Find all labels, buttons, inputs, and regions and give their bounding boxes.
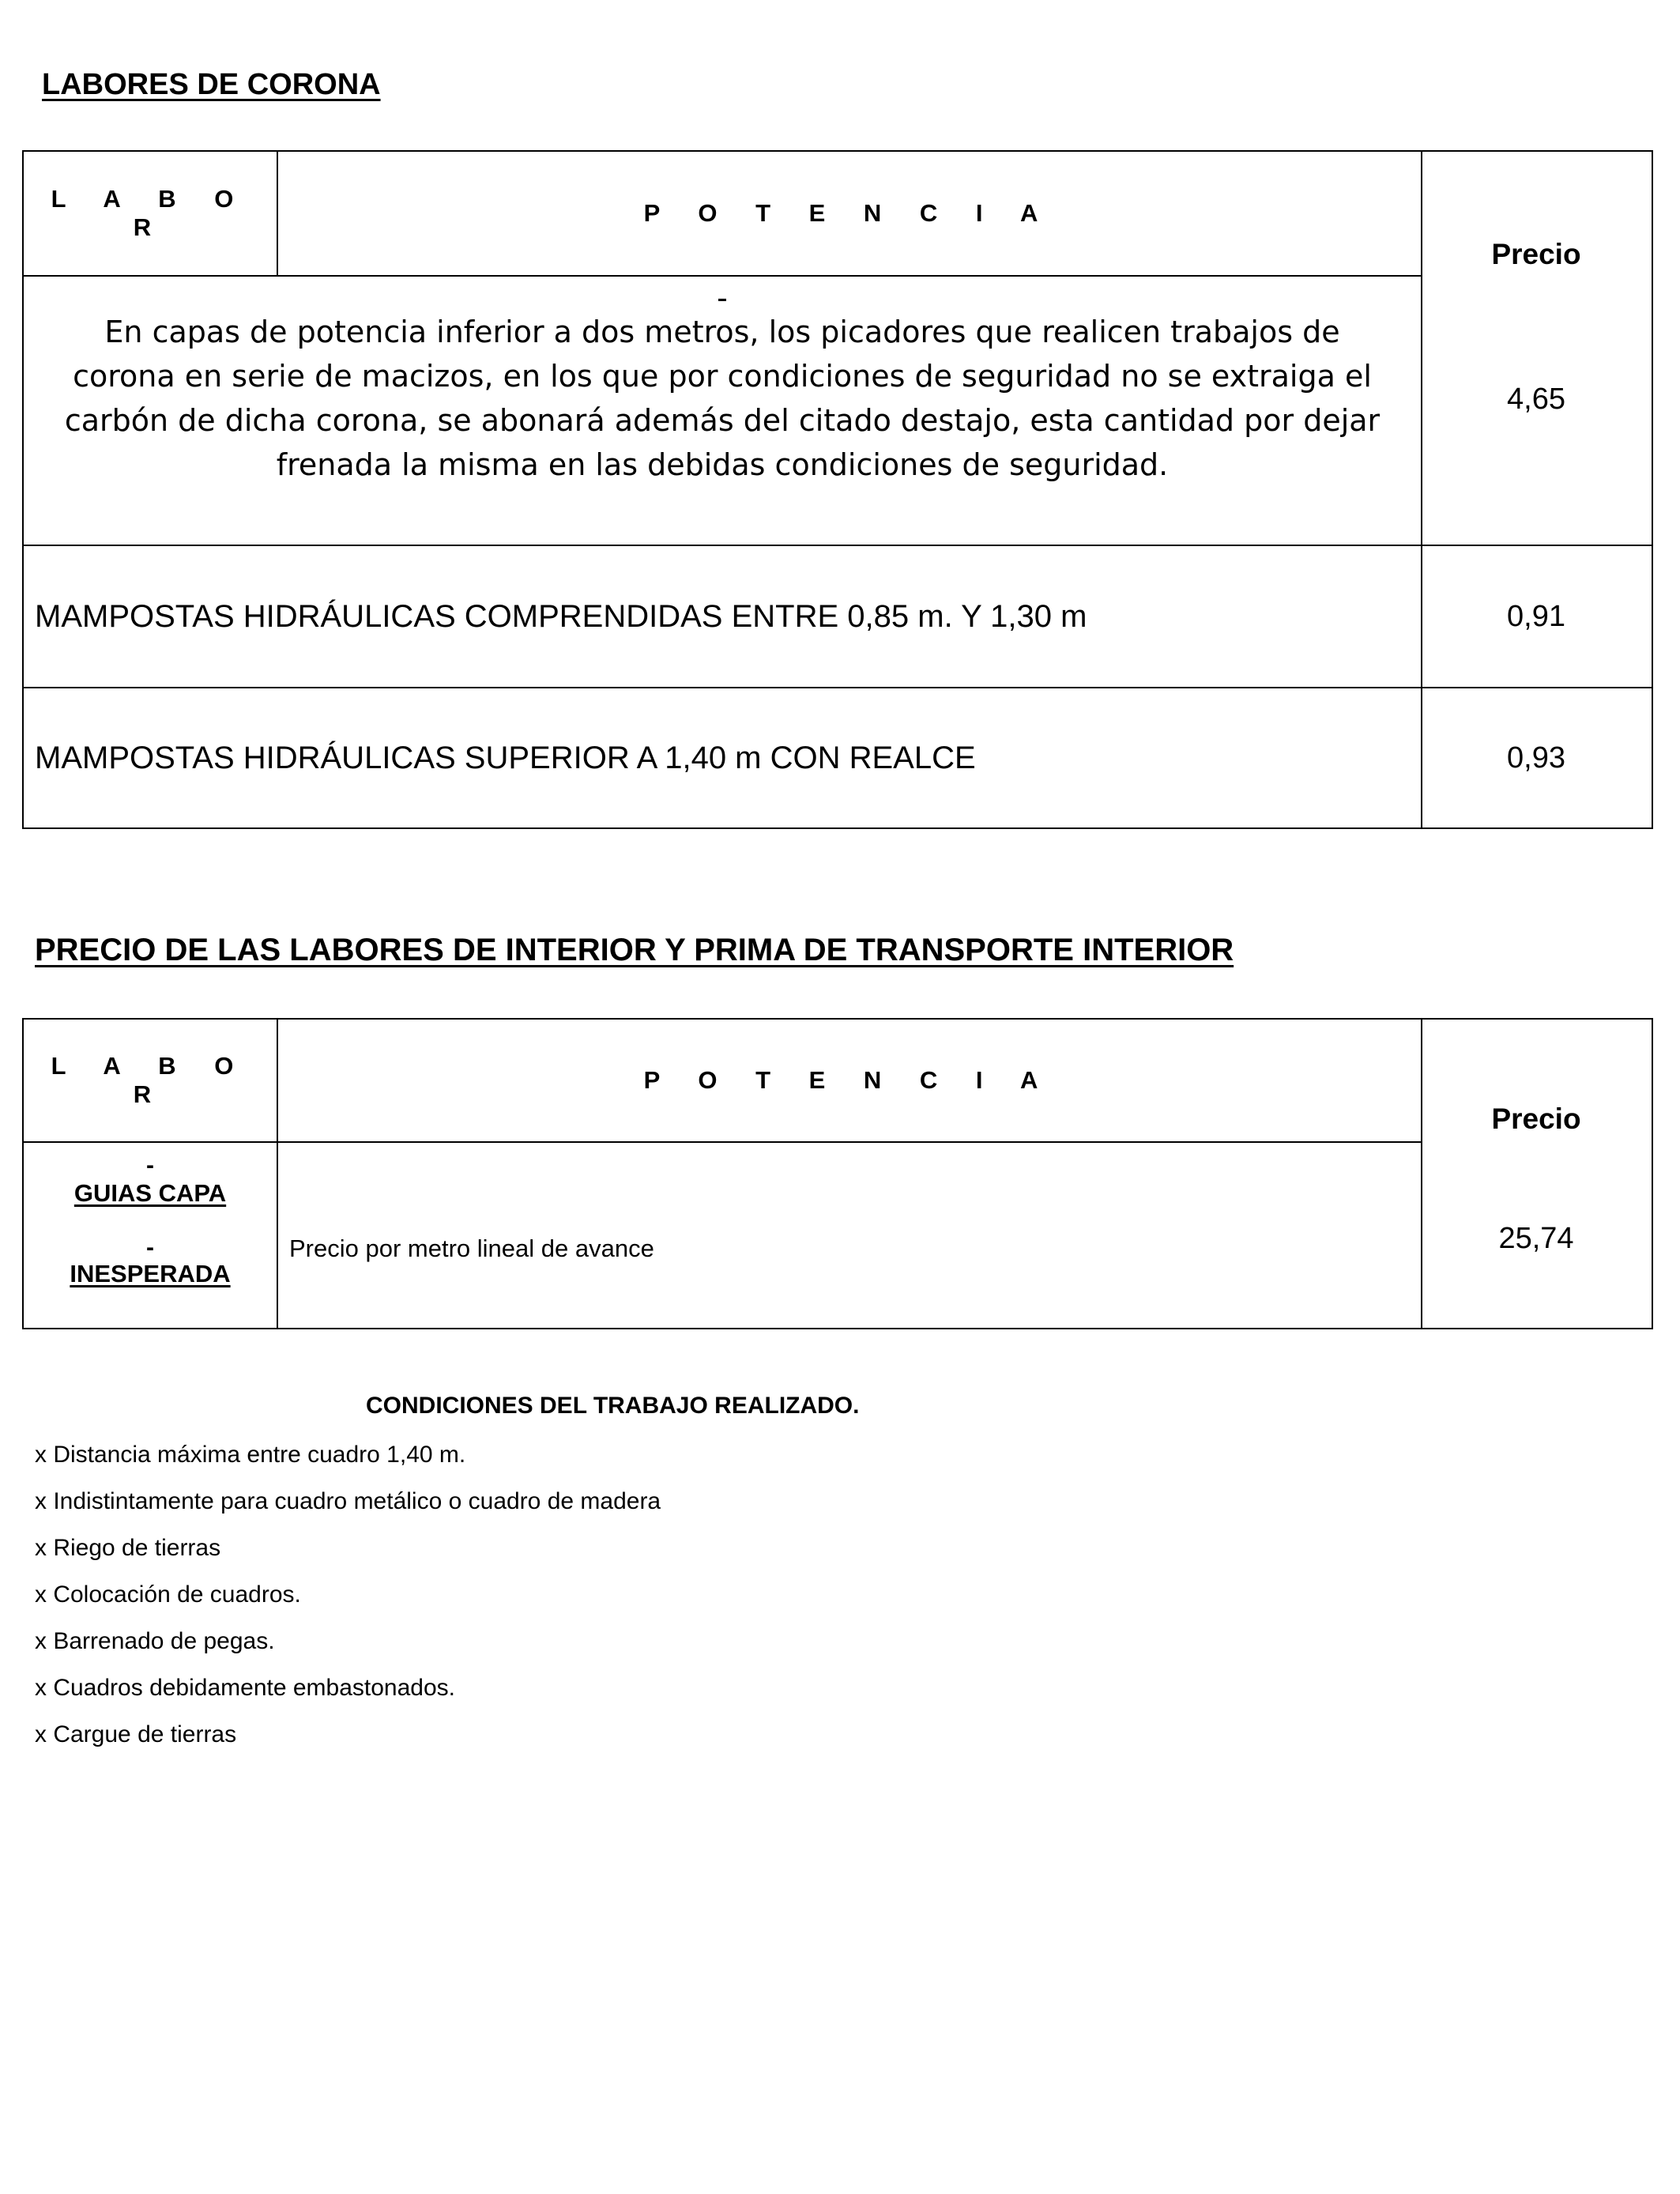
row-price: 0,93	[1507, 741, 1565, 775]
row-dash: -	[717, 281, 728, 315]
section-title-labores-interior: PRECIO DE LAS LABORES DE INTERIOR Y PRIMA DE TRANSPORTE INTERIOR	[35, 933, 1234, 967]
conditions-list	[35, 1438, 661, 1765]
list-item: x Barrenado de pegas.	[35, 1628, 275, 1654]
row-labor	[24, 1143, 277, 1328]
list-item: x Riego de tierras	[35, 1535, 221, 1561]
table-labores-interior	[22, 1018, 1653, 1329]
labor-dash: -	[146, 1152, 154, 1178]
table-row	[24, 278, 1421, 545]
row-price: 4,65	[1507, 382, 1565, 416]
row-price: 25,74	[1498, 1221, 1574, 1255]
header-precio: Precio	[1491, 1103, 1581, 1135]
conditions-title: CONDICIONES DEL TRABAJO REALIZADO.	[366, 1393, 860, 1419]
labor-line: INESPERADA	[70, 1260, 231, 1287]
list-item: x Cuadros debidamente embastonados.	[35, 1675, 456, 1701]
header-precio: Precio	[1491, 238, 1581, 270]
list-item: x Colocación de cuadros.	[35, 1581, 301, 1608]
row-description: MAMPOSTAS HIDRÁULICAS SUPERIOR A 1,40 m CON REALCE	[35, 740, 976, 775]
list-item: x Cargue de tierras	[35, 1721, 237, 1747]
list-item: x Distancia máxima entre cuadro 1,40 m.	[35, 1442, 466, 1468]
row-description: MAMPOSTAS HIDRÁULICAS COMPRENDIDAS ENTRE 0,85 m. Y 1,30 m	[35, 598, 1087, 634]
header-potencia: P O T E N C I A	[643, 199, 1054, 227]
table-labores-corona	[22, 150, 1653, 829]
row-potencia: Precio por metro lineal de avance	[289, 1235, 654, 1262]
labor-dash: -	[146, 1235, 154, 1261]
list-item: x Indistintamente para cuadro metálico o cuadro de madera	[35, 1488, 661, 1514]
row-divider	[24, 275, 1421, 277]
row-price: 0,91	[1507, 599, 1565, 633]
labor-line: GUIAS CAPA	[73, 1179, 227, 1207]
row-description: En capas de potencia inferior a dos metros, los picadores que realicen trabajos de corona en serie de macizos, en los que por condiciones de seguridad no se extraiga el carbón de dicha corona, se abonará además del citado destajo, esta cantidad por dejar frenada la misma en las debidas condiciones de seguridad.	[64, 315, 1381, 482]
header-labor: L A B O R	[51, 185, 250, 241]
section-title-labores-corona: LABORES DE CORONA	[42, 68, 381, 101]
header-labor: L A B O R	[51, 1052, 250, 1108]
header-potencia: P O T E N C I A	[643, 1066, 1054, 1094]
